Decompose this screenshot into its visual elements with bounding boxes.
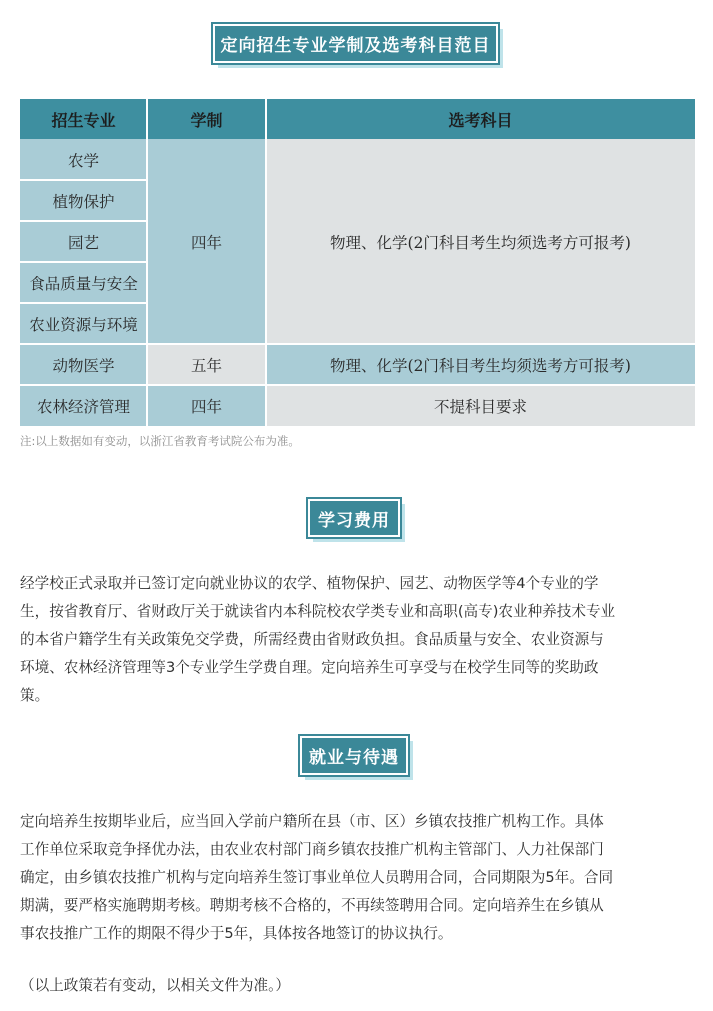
table-cell-subjects-merged: 物理、化学(2门科目考生均须选考方可报考) (266, 139, 695, 344)
table-divider (20, 343, 695, 345)
text-line: 经学校正式录取并已签订定向就业协议的农学、植物保护、园艺、动物医学等4个专业的学 (20, 575, 599, 592)
table-divider (20, 179, 147, 181)
table-cell-major: 动物医学 (20, 344, 147, 385)
table-cell-major: 园艺 (20, 221, 147, 262)
table-divider (20, 220, 147, 222)
table-cell-major: 农林经济管理 (20, 385, 147, 426)
policy-footnote: （以上政策若有变动，以相关文件为准。） (20, 977, 290, 994)
employment-paragraph (20, 808, 696, 948)
table-cell-major: 农学 (20, 139, 147, 180)
majors-table (20, 99, 695, 426)
table-cell-major: 植物保护 (20, 180, 147, 221)
header-subjects: 选考科目 (266, 99, 695, 139)
section-title-fees (308, 499, 400, 537)
table-cell-duration: 五年 (147, 344, 266, 385)
text-line: 事农技推广工作的期限不得少于5年，具体按各地签订的协议执行。 (20, 925, 453, 942)
text-line: 策。 (20, 687, 50, 704)
text-line: 确定，由乡镇农技推广机构与定向培养生签订事业单位人员聘用合同，合同期限为5年。合同 (20, 869, 614, 886)
table-cell-subjects: 不提科目要求 (266, 385, 695, 426)
fees-paragraph (20, 570, 696, 710)
text-line: 环境、农林经济管理等3个专业学生学费自理。定向培养生可享受与在校学生同等的奖助政 (20, 659, 599, 676)
table-divider (265, 99, 267, 426)
text-line: 的本省户籍学生有关政策免交学费，所需经费由省财政负担。食品质量与安全、农业资源与 (20, 631, 604, 648)
table-cell-major: 农业资源与环境 (20, 303, 147, 344)
table-cell-subjects: 物理、化学(2门科目考生均须选考方可报考) (266, 344, 695, 385)
text-line: 定向培养生按期毕业后，应当回入学前户籍所在县（市、区）乡镇农技推广机构工作。具体 (20, 813, 604, 830)
text-line: 工作单位采取竞争择优办法，由农业农村部门商乡镇农技推广机构主管部门、人力社保部门 (20, 841, 604, 858)
section-title-text: 学习费用 (318, 510, 390, 531)
header-duration: 学制 (147, 99, 266, 139)
text-line: 生，按省教育厅、省财政厅关于就读省内本科院校农学类专业和高职(高专)农业种养技术专业 (20, 603, 616, 620)
header-major: 招生专业 (20, 99, 147, 139)
section-title-employment (300, 736, 408, 775)
table-note: 注:以上数据如有变动，以浙江省教育考试院公布为准。 (20, 434, 300, 448)
table-cell-duration: 四年 (147, 385, 266, 426)
text-line: 期满，要严格实施聘期考核。聘期考核不合格的，不再续签聘用合同。定向培养生在乡镇从 (20, 897, 604, 914)
section-title-text: 就业与待遇 (309, 748, 399, 768)
table-divider (20, 261, 147, 263)
table-cell-major: 食品质量与安全 (20, 262, 147, 303)
section-title-text: 定向招生专业学制及选考科目范目 (220, 36, 491, 56)
table-divider (20, 384, 695, 386)
table-cell-duration-merged: 四年 (147, 139, 266, 344)
table-divider (20, 302, 147, 304)
section-title-majors (213, 24, 498, 63)
